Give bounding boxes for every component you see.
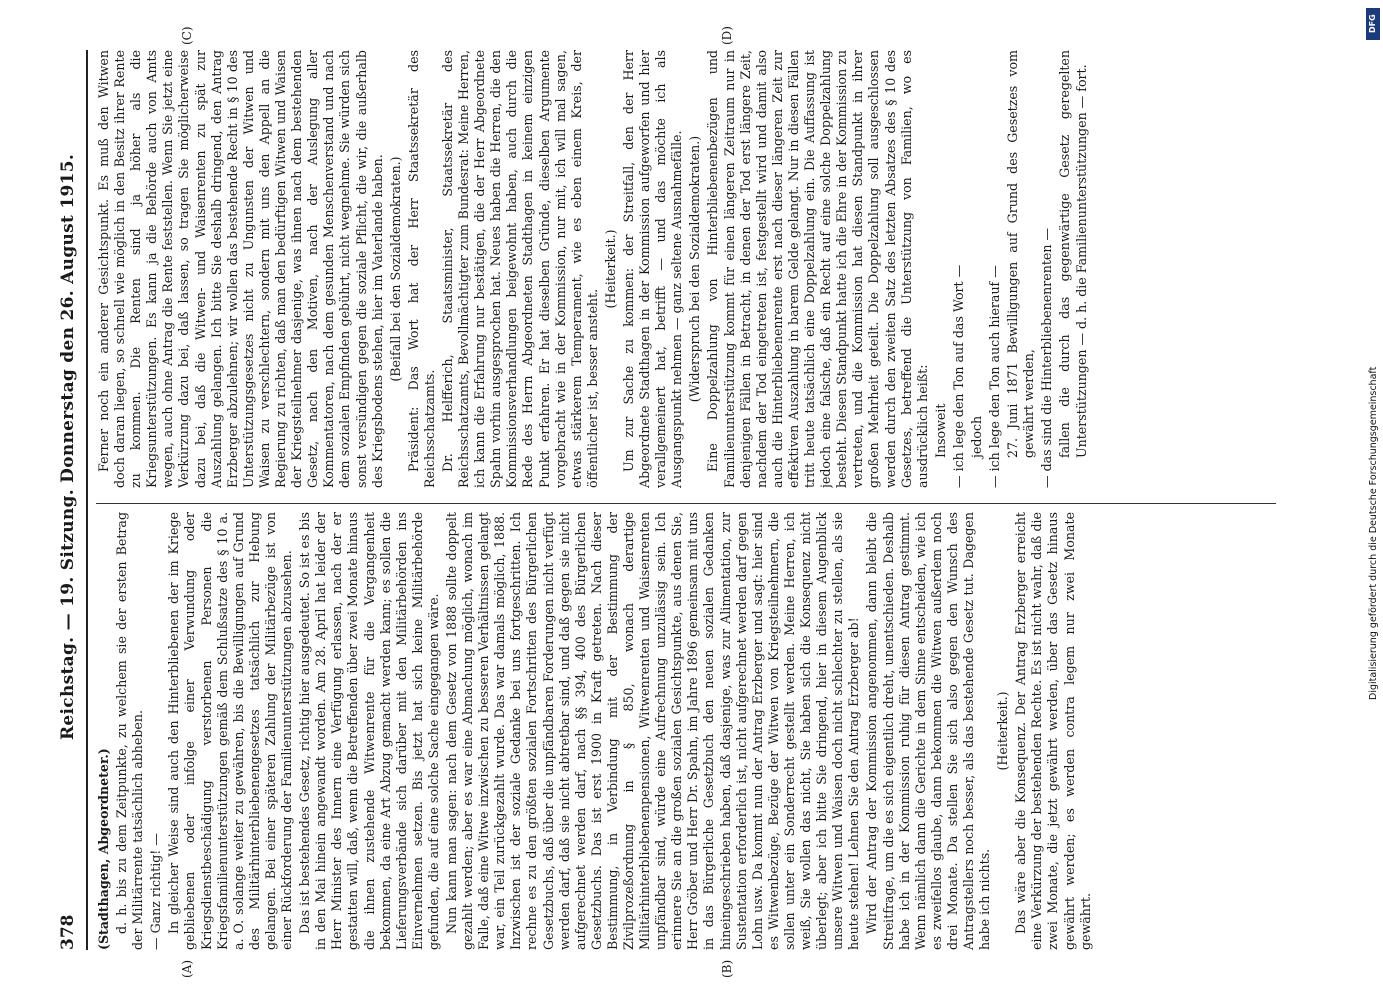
page-header xyxy=(58,50,88,950)
quote-line: Insoweit xyxy=(932,403,948,458)
quote-line: — das sind die Hinterbliebenenrenten — xyxy=(1039,227,1055,488)
quote-line: jedoch xyxy=(968,415,984,458)
margin-marker-c: (C) xyxy=(180,26,194,45)
paragraph: Das ist bestehendes Gesetz, richtig hier ausgedeutet. So ist es bis in den Mai hinein angewandt worden. Am 28. April hat leider der Herr Minister des Innern eine Verfügung erlassen, nach der er gestatten will, daß, wenn die Betreffenden über zwei Monate hinaus die ihnen zustehende Witwenrente für die Vergangenheit bekommen, da eine Art Abzug gemacht werden kann; es sollen die Lieferungsverbände sich darüber mit den Militärbehörden ins Einvernehmen setzen. Bis jetzt hat sich keine Militärbehörde gefunden, die auf eine solche Sache eingegangen wäre. xyxy=(297,512,441,950)
paragraph: In gleicher Weise sind auch den Hinterbliebenen der im Kriege gebliebenen oder infolge einer Verwundung oder Kriegsdienstbeschädigung verstorbenen Personen die Kriegsfamilienunterstützungen gemäß dem Schlußsatze des § 10 a. a. O. solange weiter zu gewähren, bis die Bewilligungen auf Grund des Militärhinterbliebenengesetzes tatsächlich zur Hebung gelangen. Bei einer späteren Zahlung der Militärbezüge ist von einer Rückforderung der Familienunterstützungen abzusehen. xyxy=(166,512,295,950)
paragraph: Nun kann man sagen: nach dem Gesetz von 1888 sollte doppelt gezahlt werden; aber es war eine Abmachung möglich, wonach im Falle, daß eine Witwe inzwischen zu besseren Verhältnissen gelangt war, ein Teil zurückgezahlt wurde. Das war damals möglich, 1888. Inzwischen ist der soziale Gedanke bei uns fortgeschritten. Ich rechne es zu den größten sozialen Fortschritten des Bürgerlichen Gesetzbuchs, daß über die unpfändbaren Forderungen nicht verfügt werden darf, daß sie nicht abtretbar sind, und daß gegen sie nicht aufgerechnet werden darf, nach §§ 394, 400 des Bürgerlichen Gesetzbuchs. Das ist erst 1900 in Kraft getreten. Nach dieser Bestimmung, in Verbindung mit der Bestimmung der Zivilprozeßordnung in § 850, wonach derartige Militärhinterbliebenenpensionen, Witwenrenten und Waisenrenten unpfändbar sind, würde eine Aufrechnung unzulässig sein. Ich erinnere Sie an die großen sozialen Gesichtspunkte, aus denen Sie, Herr Gröber und Herr Dr. Spahn, im Jahre 1896 gemeinsam mit uns in das Bürgerliche Gesetzbuch den neuen sozialen Gedanken hineingeschrieben haben, daß dasjenige, was zur Alimentation, zur Sustentation erforderlich ist, nicht aufgerechnet werden darf gegen Lohn usw. Da kommt nun der Antrag Erzberger und sagt: hier sind es Witwenbezüge, Bezüge der Witwen von Kriegsteilnehmern, die sollen unter ein Sonderrecht gestellt werden. Meine Herren, ich weiß, Sie wollen das nicht, Sie haben sich die Konsequenz nicht überlegt; aber ich bitte Sie dringend, hier in diesem Augenblick unsere Witwen und Waisen doch nicht schlechter zu stellen, als sie heute stehen! Lehnen Sie den Antrag Erzberger ab! xyxy=(443,512,862,950)
header-rule xyxy=(86,50,88,950)
credit-text: Digitalisierung gefördert durch die Deutsche Forschungsgemeinschaft xyxy=(1368,366,1379,700)
paragraph: — Ganz richtig! — xyxy=(148,833,164,950)
margin-marker-d: (D) xyxy=(720,26,734,45)
paragraph: Wird der Antrag der Kommission angenommen, dann bleibt die Streitfrage, um die es sich eigentlich dreht, unentschieden. Deshalb habe ich in der Kommission ruhig für diesen Antrag gestimmt. Wenn nämlich dann die Gerichte in dem Sinne entscheiden, wie ich es zweifellos glaube, dann bekommen die Witwen außerdem noch drei Monate. Da stellen Sie sich also gegen den Wunsch des Antragstellers noch besser, als das bestehende Gesetz tut. Dagegen habe ich nichts. xyxy=(864,512,993,950)
margin-marker-a: (A) xyxy=(180,959,194,978)
quote-line: — ich lege den Ton auch hierauf — xyxy=(987,265,1003,488)
paragraph: d. h. bis zu dem Zeitpunkte, zu welchem sie der ersten Betrag der Militärrente tatsächlich abheben. xyxy=(114,512,146,950)
interjection: (Heiterkeit.) xyxy=(602,229,618,309)
paragraph: Das wäre aber die Konsequenz. Der Antrag Erzberger erreicht eine Verkürzung der bestehenden Rechte. Es ist nicht wahr, daß die zwei Monate, die jetzt gewährt werden, über das Gesetz hinaus gewährt werden; es werden contra legem nur zwei Monate gewährt. xyxy=(1013,512,1093,950)
paragraph: Ferner noch ein anderer Gesichtspunkt. Es muß den Witwen doch daran liegen, so schnell wie möglich in den Besitz ihrer Rente zu kommen. Die Renten sind ja höher als die Kriegsunterstützungen. Es kann ja die Behörde auch von Amts wegen, auch ohne Antrag die Rente feststellen. Wenn Sie jetzt eine Verkürzung dazu bei, daß lassen, so tragen Sie möglicherweise dazu bei, daß die Witwen- und Waisenrenten zu spät zur Auszahlung gelangen. Ich bitte Sie deshalb dringend, den Antrag Erzberger abzulehnen; wir wollen das bestehende Recht in § 10 des Unterstützungsgesetzes nicht zu Ungunsten der Witwen und Waisen zu verschlechtern, sondern mit uns den Appell an die Regierung zu richten, daß man den bedürftigen Witwen und Waisen der Kriegsteilnehmer dasjenige, was ihnen nach dem bestehenden Gesetz, nach den Motiven, nach der Auslegung aller Kommentatoren, nach dem gesunden Menschenverstand und nach dem sozialen Empfinden gebührt, nicht wegnehme. Sie würden sich sonst versündigen gegen die soziale Pflicht, die wir, die außerhalb des Kriegsbodens stehen, hier im Vaterlande haben. xyxy=(96,50,385,488)
column-rule xyxy=(96,503,1276,504)
right-column xyxy=(96,50,1276,488)
running-title: Reichstag. — 19. Sitzung. Donnerstag den 26. August 1915. xyxy=(58,153,78,740)
margin-marker-b: (B) xyxy=(720,959,734,978)
quote-line: fallen die durch das gegenwärtige Gesetz geregelten Unterstützungen — d. h. die Familienunterstützungen — fort. xyxy=(1057,50,1089,458)
paragraph: Um zur Sache zu kommen: der Streitfall, den der Herr Abgeordnete Stadthagen in der Kommission aufgeworfen und hier verallgemeinert hat, betrifft — und das möchte ich als Ausgangspunkt nehmen — ganz seltene Ausnahmefälle. xyxy=(621,50,685,488)
speaker-intro: (Stadthagen, Abgeordneter.) xyxy=(96,748,111,950)
paragraph: Dr. Helfferich, Staatsminister, Staatssekretär des Reichsschatzamts, Bevollmächtigter zum Bundesrat: Meine Herren, ich kann die Erfahrung nur bestätigen, die der Herr Abgeordnete Spahn vorhin ausgesprochen hat. Neues haben die Herren, die den Kommissionsverhandlungen beigewohnt haben, auch durch die Rede des Herrn Abgeordneten Stadthagen in keinem einzigen Punkt erfahren. Er hat dieselben Gründe, dieselben Argumente vorgebracht wie in der Kommission, nur mit, ich will mal sagen, etwas stärkerem Temperament, wie es eben einem Kreis, der öffentlicher ist, besser ansteht. xyxy=(439,50,600,488)
dfg-logo: DFG xyxy=(1366,8,1380,40)
interjection: (Beifall bei den Sozialdemokraten.) xyxy=(387,156,403,382)
interjection: (Widerspruch bei den Sozialdemokraten.) xyxy=(687,135,703,403)
quote-line: — ich lege den Ton auf das Wort — xyxy=(950,264,966,488)
left-column xyxy=(96,512,1276,950)
president-statement: Präsident: Das Wort hat der Herr Staatssekretär des Reichsschatzamts. xyxy=(405,50,437,488)
interjection: (Heiterkeit.) xyxy=(995,691,1011,771)
quote-line: 27. Juni 1871 Bewilligungen auf Grund des Gesetzes vom gewährt werden, xyxy=(1005,50,1037,458)
page-number: 378 xyxy=(58,914,78,950)
document-page xyxy=(40,0,1340,1000)
paragraph: Eine Doppelzahlung von Hinterbliebenenbezügen und Familienunterstützung kommt für einen längeren Zeitraum nur in denjenigen Fällen in Betracht, in denen der Tod erst längere Zeit, nachdem der Tod eingetreten ist, festgestellt wird und damit also auch die Hinterbliebenenrente erst nach dieser längeren Zeit zur effektiven Auszahlung in barem Gelde gelangt. Nur in diesen Fällen tritt heute tatsächlich eine Doppelzahlung ein. Die Auffassung ist jedoch eine falsche, daß ein Recht auf eine solche Doppelzahlung besteht. Diesen Standpunkt hatte ich die Ehre in der Kommission zu vertreten, und die Kommission hat diesen Standpunkt in ihrer großen Mehrheit geteilt. Die Doppelzahlung soll ausgeschlossen werden durch den zweiten Satz des letzten Absatzes des § 10 des Gesetzes, betreffend die Unterstützung von Familien, wo es ausdrücklich heißt: xyxy=(705,50,930,488)
digitization-credit xyxy=(1368,10,1382,1000)
